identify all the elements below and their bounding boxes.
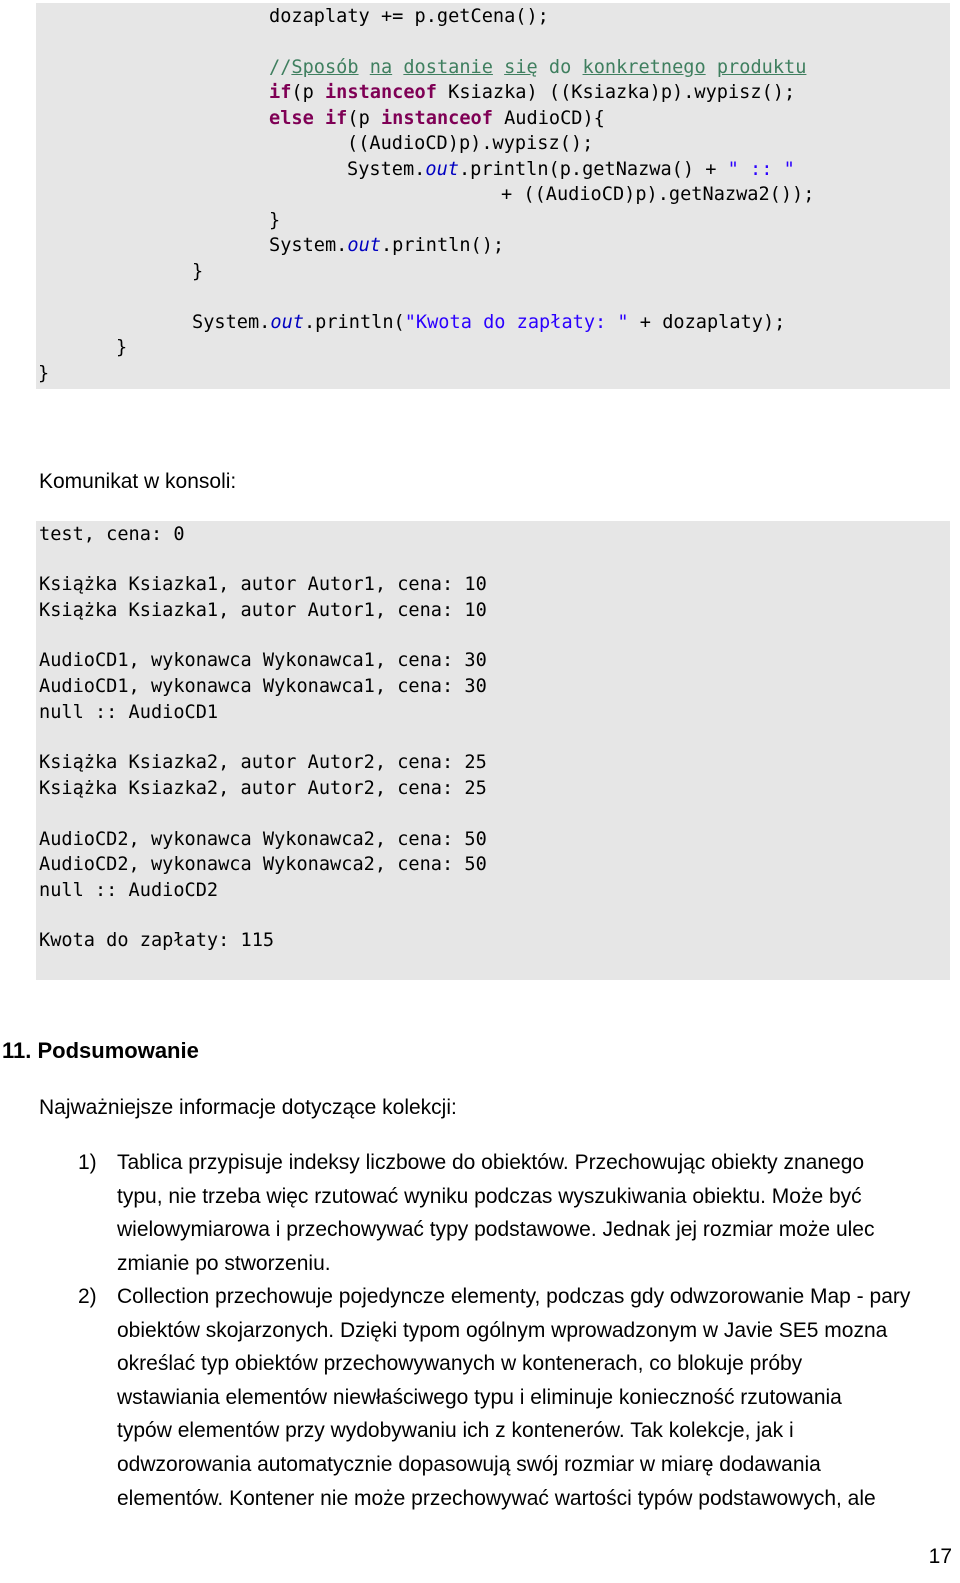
- code-comment: //Sposób na dostanie się do konkretnego produktu: [269, 57, 807, 78]
- code-line: ((AudioCD)p).wypisz();: [347, 133, 594, 154]
- code-line: System.out.println("Kwota do zapłaty: " + dozaplaty);: [192, 312, 786, 333]
- list-item-text: [117, 1146, 952, 1280]
- console-line: AudioCD2, wykonawca Wykonawca2, cena: 50: [39, 829, 487, 850]
- list-item-number: 1): [78, 1151, 97, 1174]
- code-line: else if(p instanceof AudioCD){: [269, 108, 605, 129]
- console-line: Kwota do zapłaty: 115: [39, 930, 275, 951]
- list-item-text: [117, 1280, 952, 1515]
- text-line: typu, nie trzeba więc rzutować wyniku podczas wyszukiwania obiektu. Może być: [117, 1184, 862, 1208]
- code-line: }: [38, 363, 50, 384]
- code-line: + ((AudioCD)p).getNazwa2());: [501, 184, 815, 205]
- code-line: System.out.println(p.getNazwa() + " :: ": [347, 159, 795, 180]
- console-line: Książka Ksiazka1, autor Autor1, cena: 10: [39, 574, 487, 595]
- section-heading: 11. Podsumowanie: [2, 1038, 199, 1063]
- console-line: test, cena: 0: [39, 524, 185, 545]
- console-line: AudioCD1, wykonawca Wykonawca1, cena: 30: [39, 676, 487, 697]
- page-number: 17: [928, 1545, 952, 1568]
- console-line: AudioCD2, wykonawca Wykonawca2, cena: 50: [39, 854, 487, 875]
- code-line: }: [116, 337, 128, 358]
- text-line: wstawiania elementów niewłaściwego typu i eliminuje konieczność rzutowania: [117, 1385, 842, 1409]
- console-label: Komunikat w konsoli:: [39, 470, 237, 493]
- text-line: Collection przechowuje pojedyncze elementy, podczas gdy odwzorowanie Map - pary: [117, 1285, 911, 1308]
- text-line: typów elementów przy wydobywaniu ich z kontenerów. Tak kolekcje, jak i: [117, 1419, 794, 1443]
- text-line: obiektów skojarzonych. Dzięki typom ogólnym wprowadzonym w Javie SE5 mozna: [117, 1318, 888, 1342]
- code-listing: [36, 3, 950, 389]
- console-line: null :: AudioCD1: [39, 702, 219, 723]
- console-output: [36, 521, 950, 980]
- intro-text: Najważniejsze informacje dotyczące kolekcji:: [39, 1096, 457, 1119]
- text-line: zmianie po stworzeniu.: [117, 1251, 331, 1275]
- console-line: null :: AudioCD2: [39, 880, 219, 901]
- console-line: Książka Ksiazka1, autor Autor1, cena: 10: [39, 600, 487, 621]
- text-line: elementów. Kontener nie może przechowywać wartości typów podstawowych, ale: [117, 1486, 876, 1510]
- code-line: }: [269, 210, 281, 231]
- code-line: System.out.println();: [269, 235, 505, 256]
- code-line: if(p instanceof Ksiazka) ((Ksiazka)p).wypisz();: [269, 82, 796, 103]
- code-line: }: [192, 261, 204, 282]
- text-line: odwzorowania automatycznie dopasowują swój rozmiar w miarę dodawania: [117, 1452, 821, 1476]
- console-line: AudioCD1, wykonawca Wykonawca1, cena: 30: [39, 650, 487, 671]
- list-item-number: 2): [78, 1285, 97, 1308]
- console-line: Książka Ksiazka2, autor Autor2, cena: 25: [39, 778, 487, 799]
- text-line: wielowymiarowa i przechowywać typy podstawowe. Jednak jej rozmiar może ulec: [117, 1218, 875, 1242]
- text-line: Tablica przypisuje indeksy liczbowe do obiektów. Przechowując obiekty znanego: [117, 1151, 865, 1174]
- code-line: dozaplaty += p.getCena();: [269, 6, 549, 27]
- text-line: określać typ obiektów przechowywanych w kontenerach, co blokuje próby: [117, 1352, 803, 1376]
- console-line: Książka Ksiazka2, autor Autor2, cena: 25: [39, 752, 487, 773]
